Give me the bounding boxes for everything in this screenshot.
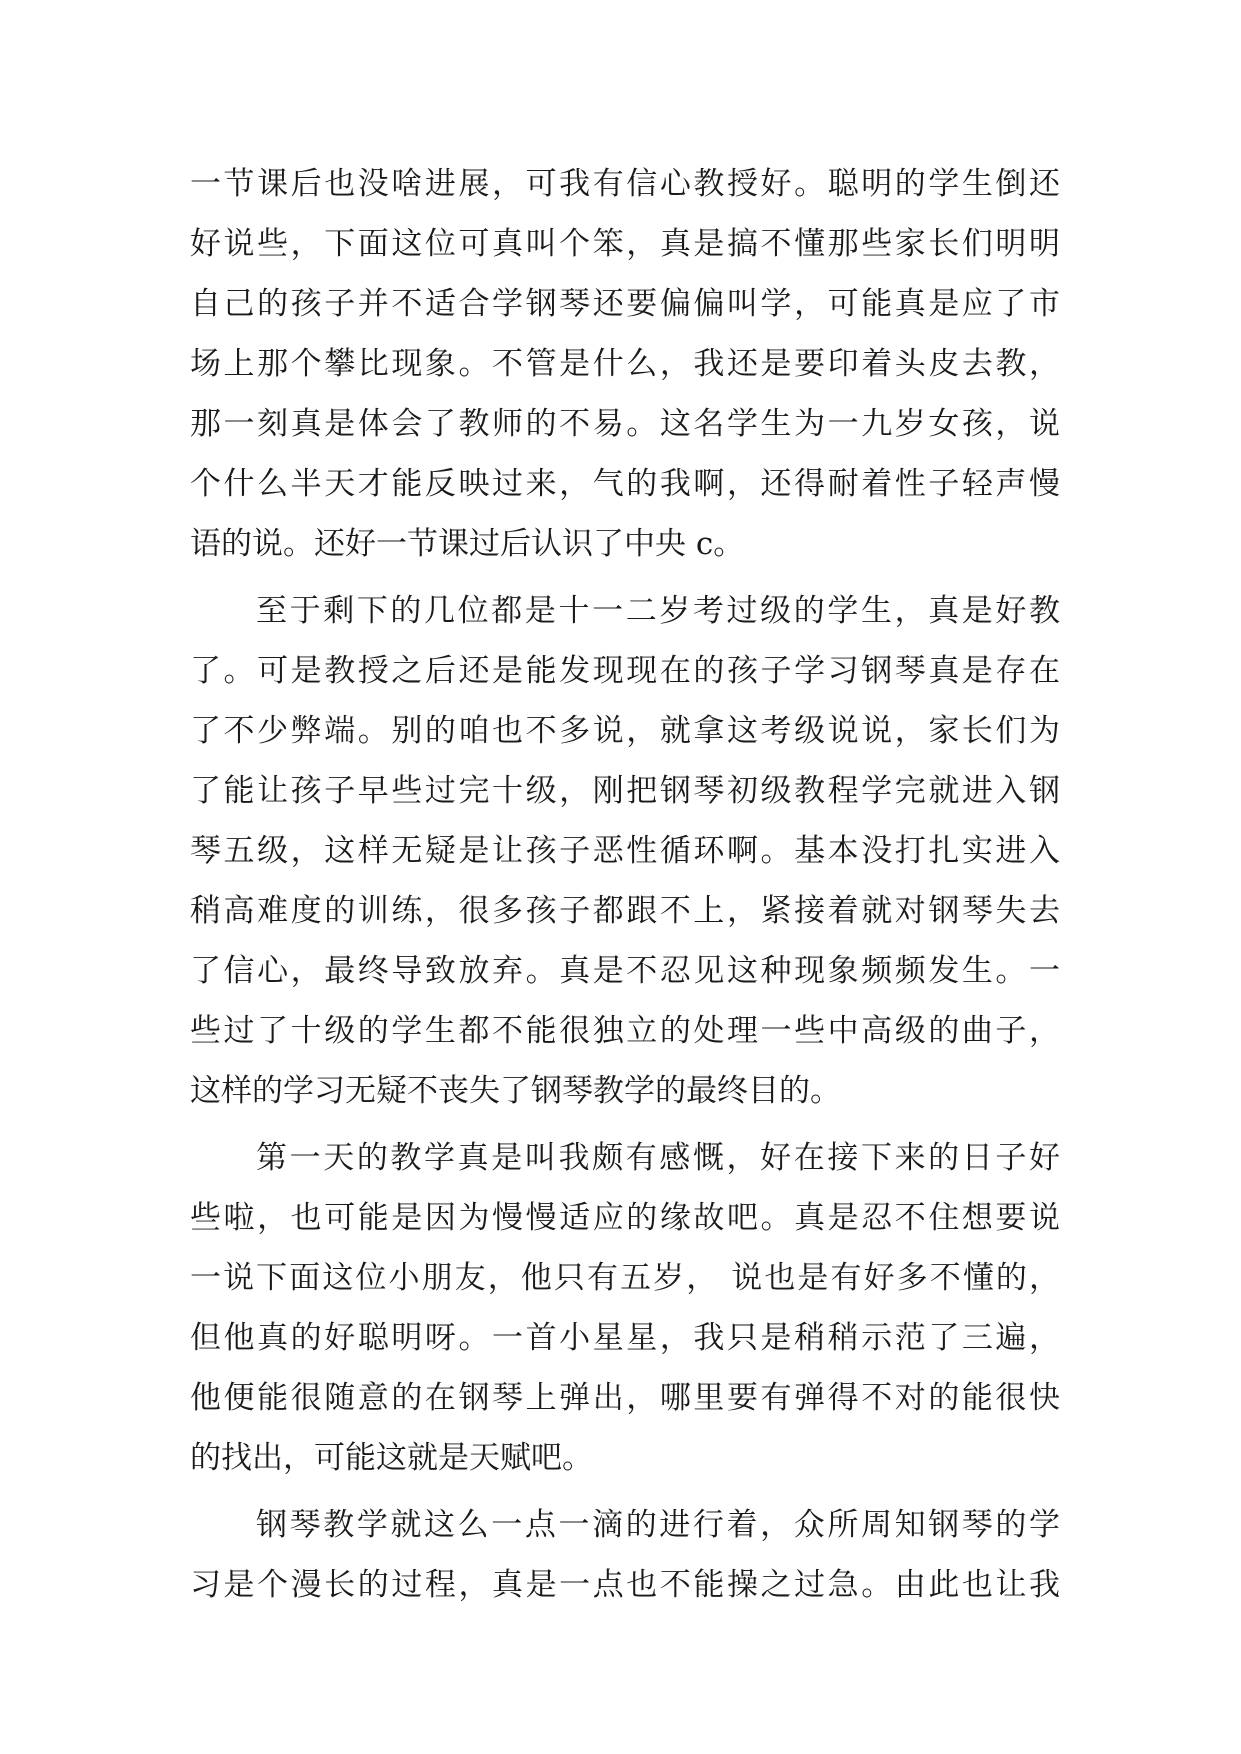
text-line: 了能让孩子早些过完十级，刚把钢琴初级教程学完就进入钢 [190, 773, 1060, 809]
text-line: 但他真的好聪明呀。一首小星星，我只是稍稍示范了三遍， [190, 1320, 1060, 1356]
paragraph-4 [190, 1495, 1060, 1615]
text-line: 稍高难度的训练，很多孩子都跟不上，紧接着就对钢琴失去 [190, 893, 1060, 929]
text-line: 了。可是教授之后还是能发现现在的孩子学习钢琴真是存在 [190, 653, 1060, 689]
paragraph-2 [190, 581, 1060, 1121]
text-line: 好说些，下面这位可真叫个笨，真是搞不懂那些家长们明明 [190, 226, 1060, 262]
text-line: 一节课后也没啥进展，可我有信心教授好。聪明的学生倒还 [190, 166, 1060, 202]
text-line: 了信心，最终导致放弃。真是不忍见这种现象频频发生。一 [190, 953, 1060, 989]
text-line: 语的说。还好一节课过后认识了中央 c。 [190, 526, 745, 562]
text-line: 些过了十级的学生都不能很独立的处理一些中高级的曲子， [190, 1013, 1060, 1049]
text-line: 的找出，可能这就是天赋吧。 [190, 1440, 593, 1476]
paragraph-1 [190, 154, 1060, 574]
text-line: 琴五级，这样无疑是让孩子恶性循环啊。基本没打扎实进入 [190, 833, 1060, 869]
text-line: 至于剩下的几位都是十一二岁考过级的学生，真是好教 [256, 593, 1060, 629]
text-line: 场上那个攀比现象。不管是什么，我还是要印着头皮去教， [190, 346, 1060, 382]
text-line: 习是个漫长的过程，真是一点也不能操之过急。由此也让我 [190, 1567, 1060, 1603]
text-line: 那一刻真是体会了教师的不易。这名学生为一九岁女孩，说 [190, 406, 1060, 442]
text-line: 第一天的教学真是叫我颇有感慨，好在接下来的日子好 [256, 1140, 1060, 1176]
text-line: 个什么半天才能反映过来，气的我啊，还得耐着性子轻声慢 [190, 466, 1060, 502]
text-line: 这样的学习无疑不丧失了钢琴教学的最终目的。 [190, 1073, 841, 1109]
body-text [190, 154, 1060, 1615]
text-line: 些啦，也可能是因为慢慢适应的缘故吧。真是忍不住想要说 [190, 1200, 1060, 1236]
text-line: 钢琴教学就这么一点一滴的进行着，众所周知钢琴的学 [256, 1507, 1060, 1543]
text-line: 他便能很随意的在钢琴上弹出，哪里要有弹得不对的能很快 [190, 1380, 1060, 1416]
text-line: 一说下面这位小朋友，他只有五岁， 说也是有好多不懂的， [190, 1260, 1060, 1296]
text-line: 自己的孩子并不适合学钢琴还要偏偏叫学，可能真是应了市 [190, 286, 1060, 322]
paragraph-3 [190, 1128, 1060, 1488]
text-line: 了不少弊端。别的咱也不多说，就拿这考级说说，家长们为 [190, 713, 1060, 749]
